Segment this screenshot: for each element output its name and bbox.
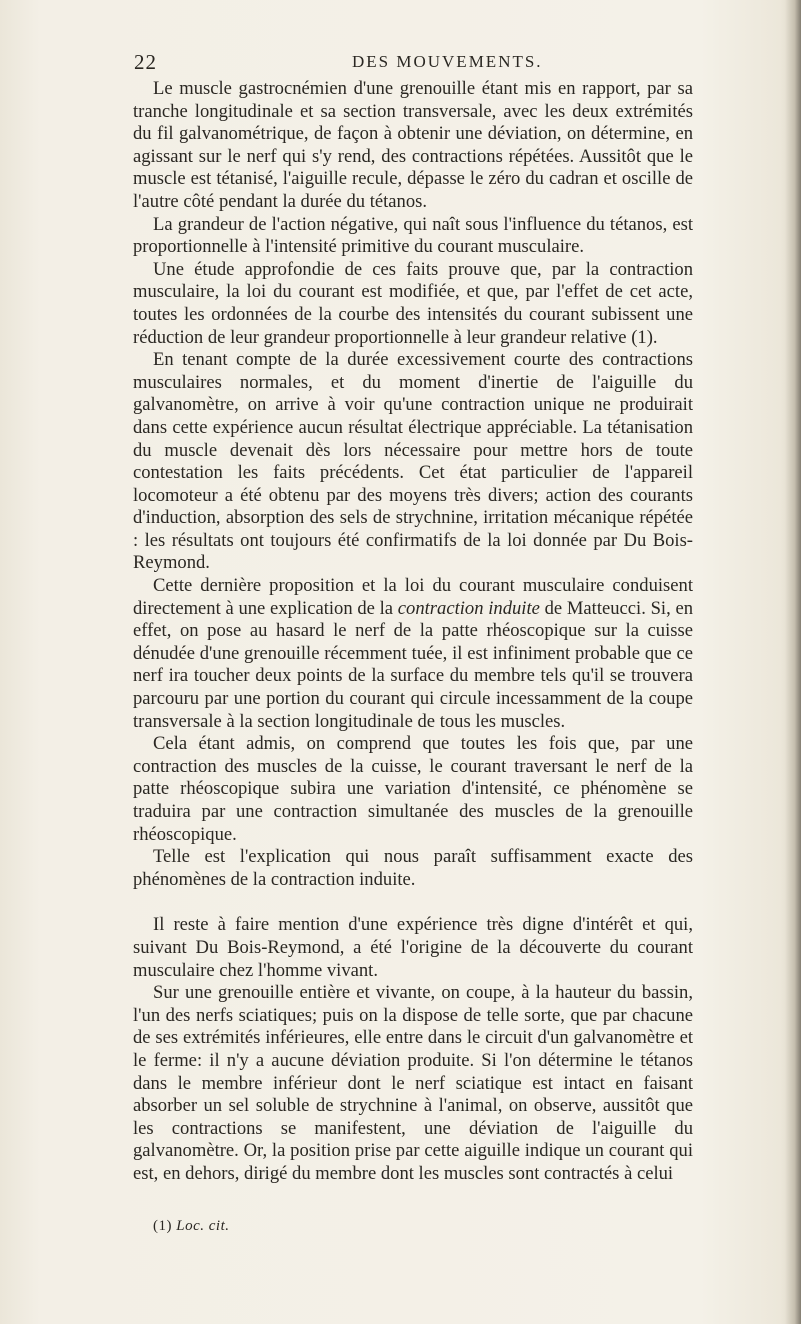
paragraph: En tenant compte de la durée excessivement courte des contractions musculaires normales, et du moment d'inertie de l'aiguille du galvanomètre, on arrive à voir qu'une contraction unique ne produirait dans cette expérience aucun résultat électrique appréciable. La tétanisation du muscle devenait dès lors nécessaire pour mettre hors de toute contestation les faits précédents. Cet état particulier de l'appareil locomoteur a été obtenu par des moyens très divers; action des courants d'induction, absorption des sels de strychnine, irritation mécanique répétée : les résultats ont toujours été confirmatifs de la loi donnée par Du Bois-Reymond. <box>133 349 693 574</box>
paragraph: Une étude approfondie de ces faits prouve que, par la contraction musculaire, la loi du courant est modifiée, et que, par l'effet de cet acte, toutes les ordonnées de la courbe des intensités du courant subissent une réduction de leur grandeur proportionnelle à leur grandeur relative (1). <box>133 258 693 348</box>
running-head: DES MOUVEMENTS. <box>352 52 543 71</box>
paragraph: Cela étant admis, on comprend que toutes les fois que, par une contraction des muscles de la cuisse, le courant traversant le nerf de la patte rhéoscopique subira une variation d'intensité, ce phénomène se traduira par une contraction simultanée des muscles de la grenouille rhéoscopique. <box>133 733 693 845</box>
paragraph-text-after: de Matteucci. Si, en effet, on pose au hasard le nerf de la patte rhéoscopique sur la cuisse dénudée d'une grenouille récemment tuée, il est infiniment probable que ce nerf ira toucher deux points de la surface du membre tels qu'il se trouvera parcouru par une portion du courant qui circule incessamment de la coupe transversale à la section longitudinale de tous les muscles. <box>133 597 694 732</box>
paragraph: Il reste à faire mention d'une expérience très digne d'intérêt et qui, suivant Du Bois-Reymond, a été l'origine de la découverte du courant musculaire chez l'homme vivant. <box>133 914 693 981</box>
page-header <box>134 50 694 76</box>
paragraph: Sur une grenouille entière et vivante, on coupe, à la hauteur du bassin, l'un des nerfs sciatiques; puis on la dispose de telle sorte, que par chacune de ses extrémités inférieures, elle entre dans le circuit d'un galvanomètre et le ferme: il n'y a aucune déviation produite. Si l'on détermine le tétanos dans le membre inférieur dont le nerf sciatique est intact en faisant absorber un sel soluble de strychnine à l'animal, on observe, aussitôt que les contractions se manifestent, une déviation de l'aiguille du galvanomètre. Or, la position prise par cette aiguille indique un courant qui est, en dehors, dirigé du membre dont les muscles sont contractés à celui <box>133 982 693 1184</box>
paragraph: Telle est l'explication qui nous paraît suffisamment exacte des phénomènes de la contraction induite. <box>133 846 693 890</box>
paragraph: Le muscle gastrocnémien d'une grenouille étant mis en rapport, par sa tranche longitudinale et sa section transversale, avec les deux extrémités du fil galvanométrique, de façon à obtenir une déviation, on détermine, en agissant sur le nerf qui s'y rend, des contractions répétées. Aussitôt que le muscle est tétanisé, l'aiguille recule, dépasse le zéro du cadran et oscille de l'autre côté pendant la durée du tétanos. <box>133 78 693 212</box>
paragraph-text-before: Cette dernière proposition et la loi du courant musculaire conduisent directement à une explication de la <box>133 575 693 619</box>
paragraph: La grandeur de l'action négative, qui naît sous l'influence du tétanos, est proportionnelle à l'intensité primitive du courant musculaire. <box>133 213 693 258</box>
footnote <box>153 1218 230 1235</box>
page-number: 22 <box>134 50 157 74</box>
page-body <box>133 78 693 1186</box>
paragraph-with-italic <box>133 575 693 733</box>
italic-term: contraction induite <box>397 597 540 619</box>
footnote-marker: (1) <box>153 1218 172 1234</box>
footnote-text: Loc. cit. <box>176 1218 230 1234</box>
page-edge-shadow <box>785 0 801 1324</box>
